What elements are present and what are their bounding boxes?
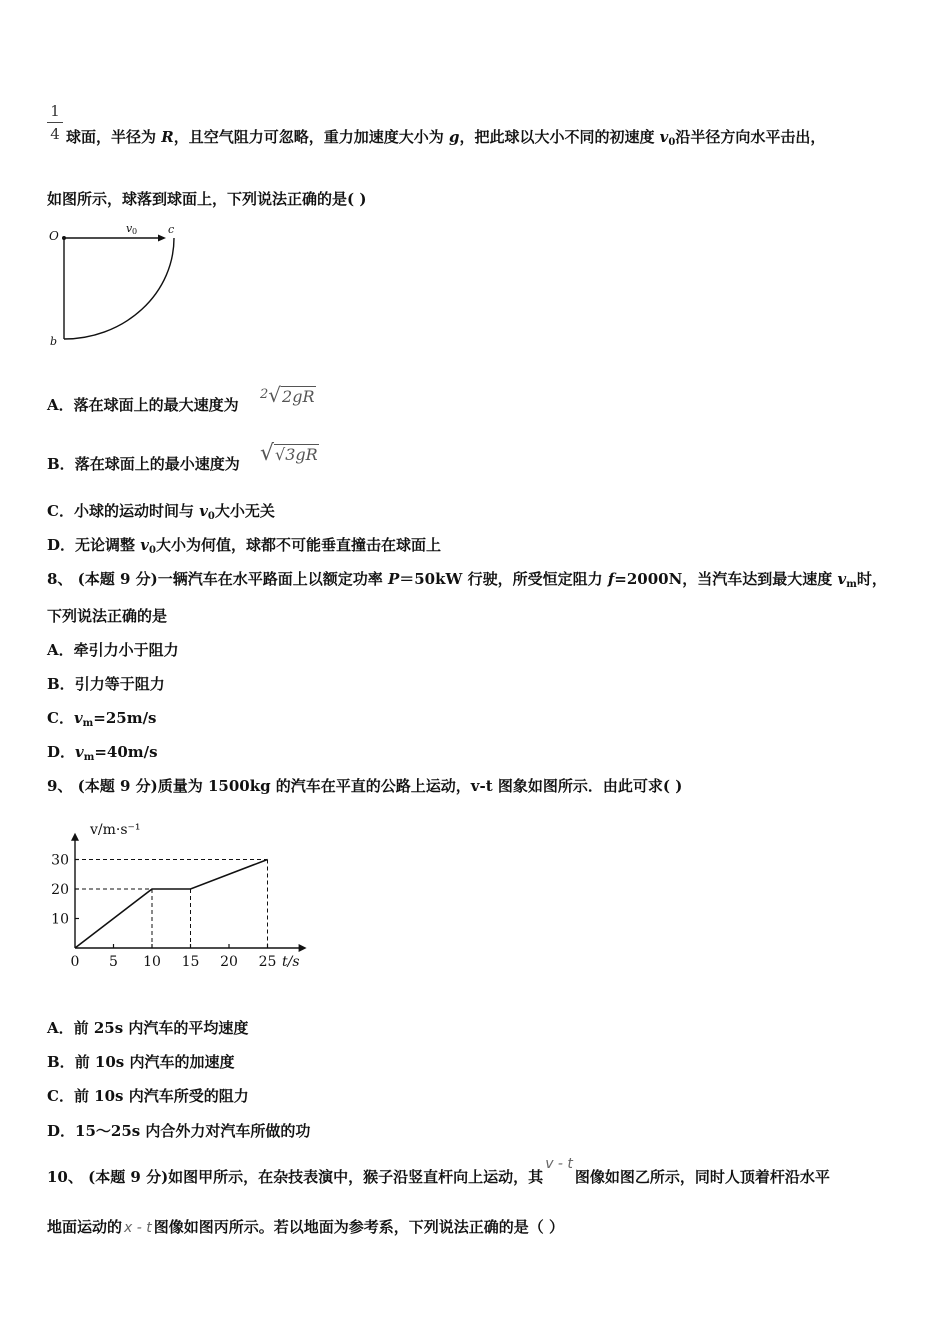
var-v: v bbox=[75, 743, 84, 761]
subscript: 0 bbox=[148, 545, 156, 556]
option-key: D． bbox=[47, 536, 76, 554]
x-axis-label: t/s bbox=[282, 954, 300, 970]
y-tick-label: 10 bbox=[51, 911, 69, 928]
math-radicand: √3gR bbox=[275, 445, 318, 464]
text: 图像如图丙所示。若以地面为参考系，下列说法正确的是（ ） bbox=[153, 1218, 564, 1236]
q7-option-a bbox=[47, 395, 239, 415]
vt-chart bbox=[44, 814, 314, 974]
option-text: 前 10s 内汽车所受的阻力 bbox=[73, 1087, 249, 1105]
math-coef: 2 bbox=[260, 387, 269, 402]
x-tick-label: 5 bbox=[109, 954, 118, 970]
math-radicand: 2gR bbox=[282, 387, 315, 406]
option-key: C． bbox=[47, 1087, 74, 1105]
option-key: A． bbox=[47, 396, 74, 414]
option-key: A． bbox=[47, 1019, 74, 1037]
text: =2000N，当汽车达到最大速度 bbox=[614, 570, 838, 588]
y-tick-label: 20 bbox=[51, 882, 69, 898]
label-v: v bbox=[126, 222, 133, 235]
var-f: f bbox=[607, 570, 615, 588]
subscript: 0 bbox=[207, 511, 215, 522]
sqrt-icon: √ bbox=[260, 441, 275, 466]
q10-line-1 bbox=[47, 1156, 830, 1188]
series-line bbox=[75, 860, 268, 949]
text: 沿半径方向水平击出， bbox=[675, 128, 826, 146]
q9-option-d bbox=[47, 1121, 310, 1141]
text: 球面，半径为 bbox=[66, 128, 162, 146]
option-text: 落在球面上的最小速度为 bbox=[74, 455, 240, 473]
var-v: v bbox=[199, 502, 208, 520]
text: 大小无关 bbox=[214, 502, 275, 520]
x-tick-label: 20 bbox=[220, 954, 238, 970]
quarter-arc bbox=[64, 238, 174, 339]
option-key: C． bbox=[47, 709, 74, 727]
y-axis-arrow-icon bbox=[71, 833, 79, 841]
option-text: 引力等于阻力 bbox=[74, 675, 165, 693]
fraction-bar bbox=[47, 122, 63, 123]
q9-line-1: 9、 (本题 9 分)质量为 1500kg 的汽车在平直的公路上运动，v-t 图象如图所示．由此可求( ) bbox=[47, 777, 683, 795]
option-key: D． bbox=[47, 1122, 76, 1140]
text: 时， bbox=[856, 570, 887, 588]
q7-option-c bbox=[47, 501, 275, 527]
var-v: v bbox=[837, 570, 847, 588]
fraction-denominator: 4 bbox=[50, 125, 60, 143]
option-key: D． bbox=[47, 743, 76, 761]
text: 8、 (本题 9 分)一辆汽车在水平路面上以额定功率 bbox=[47, 570, 388, 588]
text: ＝50kW 行驶，所受恒定阻力 bbox=[399, 570, 608, 588]
option-text: 牵引力小于阻力 bbox=[73, 641, 179, 659]
x-axis-arrow-icon bbox=[299, 944, 307, 952]
q7-line-1 bbox=[66, 127, 825, 153]
q8-line-1 bbox=[47, 569, 887, 595]
x-tick-label: 0 bbox=[70, 954, 80, 970]
text: ，且空气阻力可忽略，重力加速度大小为 bbox=[173, 128, 449, 146]
arrow-head-icon bbox=[158, 235, 166, 242]
math-x-t: x - t bbox=[124, 1220, 152, 1236]
x-tick-label: 15 bbox=[181, 954, 200, 970]
option-text: 15～25s 内合外力对汽车所做的功 bbox=[75, 1122, 311, 1140]
subscript: 0 bbox=[668, 137, 676, 148]
subscript: m bbox=[846, 579, 857, 590]
option-text: =40m/s bbox=[94, 743, 158, 761]
option-key: B． bbox=[47, 455, 75, 473]
origin-dot bbox=[62, 236, 66, 240]
var-r: R bbox=[161, 128, 174, 146]
var-v: v bbox=[73, 709, 83, 727]
q7-line-2: 如图所示，球落到球面上，下列说法正确的是( ) bbox=[47, 190, 367, 208]
q9-option-b bbox=[47, 1052, 234, 1072]
option-text: =25m/s bbox=[93, 709, 157, 727]
q8-option-a bbox=[47, 640, 179, 660]
q10-line-2 bbox=[47, 1217, 564, 1238]
option-text: 落在球面上的最大速度为 bbox=[73, 396, 239, 414]
var-v: v bbox=[659, 128, 669, 146]
label-c: c bbox=[168, 223, 175, 236]
subscript: m bbox=[82, 718, 94, 729]
text: ，把此球以大小不同的初速度 bbox=[459, 128, 660, 146]
text: 地面运动的 bbox=[47, 1218, 123, 1236]
option-text: 前 10s 内汽车的加速度 bbox=[74, 1053, 235, 1071]
label-v-sub: 0 bbox=[132, 227, 138, 236]
fraction-one-quarter bbox=[47, 102, 63, 143]
text: 小球的运动时间与 bbox=[73, 502, 200, 520]
x-tick-label: 25 bbox=[258, 954, 277, 970]
q9-option-a bbox=[47, 1018, 248, 1038]
var-v: v bbox=[140, 536, 149, 554]
math-v-t: v - t bbox=[545, 1156, 573, 1172]
label-b: b bbox=[50, 335, 58, 348]
subscript: m bbox=[83, 752, 95, 763]
quarter-sphere-figure bbox=[44, 218, 194, 353]
sqrt-icon: √ bbox=[268, 383, 282, 407]
text: 大小为何值，球都不可能垂直撞击在球面上 bbox=[155, 536, 441, 554]
option-key: C． bbox=[47, 502, 74, 520]
q7-option-b bbox=[47, 454, 240, 474]
var-g: g bbox=[448, 128, 460, 146]
option-text: 前 25s 内汽车的平均速度 bbox=[73, 1019, 249, 1037]
y-axis-label: v/m·s⁻¹ bbox=[90, 822, 141, 838]
text: 图像如图乙所示，同时人顶着杆沿水平 bbox=[574, 1168, 830, 1186]
math-sqrt-sqrt3gr bbox=[260, 441, 319, 466]
x-tick-label: 10 bbox=[143, 954, 161, 970]
q8-line-2: 下列说法正确的是 bbox=[47, 607, 168, 625]
option-key: B． bbox=[47, 675, 75, 693]
option-key: B． bbox=[47, 1053, 75, 1071]
q8-option-b bbox=[47, 674, 165, 694]
label-o: O bbox=[49, 229, 59, 243]
q8-option-d bbox=[47, 742, 158, 768]
var-p: P bbox=[387, 570, 400, 588]
math-2sqrt2gr bbox=[260, 383, 316, 407]
option-key: A． bbox=[47, 641, 74, 659]
q9-option-c bbox=[47, 1086, 249, 1106]
q7-option-d bbox=[47, 535, 441, 561]
y-tick-label: 30 bbox=[51, 852, 69, 869]
q8-option-c bbox=[47, 708, 157, 734]
text: 10、 (本题 9 分)如图甲所示，在杂技表演中，猴子沿竖直杆向上运动，其 bbox=[47, 1168, 544, 1186]
text: 无论调整 bbox=[75, 536, 141, 554]
fraction-numerator: 1 bbox=[50, 102, 60, 120]
